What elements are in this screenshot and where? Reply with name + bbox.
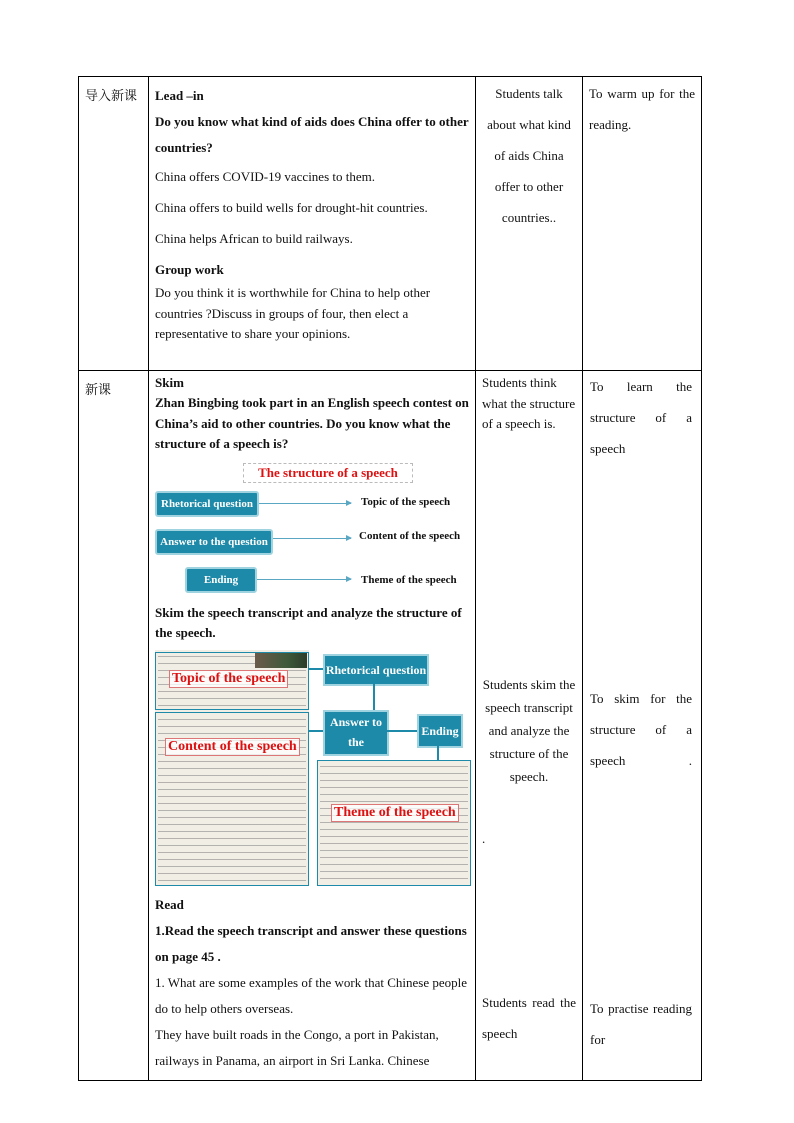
arrow [273, 538, 351, 539]
tag-answer: Answer to the question [155, 529, 273, 555]
content-cell [149, 371, 476, 1081]
red-label-content: Content of the speech [165, 738, 300, 756]
lead-in-question: Do you know what kind of aids does China offer to other countries? [155, 114, 469, 155]
purpose-skim: To skim for the structure of a speech . [590, 691, 692, 768]
table-row-lead-in [79, 77, 702, 371]
label-content: Content of the speech [359, 529, 461, 542]
tag-ending: Ending [185, 567, 257, 593]
stage-label: 导入新课 [85, 89, 138, 104]
stage-label: 新课 [85, 383, 112, 398]
student-activity-think: Students think what the structure of a speech is. [482, 375, 576, 431]
student-activity-dot: . [482, 831, 486, 846]
red-label-topic: Topic of the speech [169, 670, 288, 688]
purpose-cell [583, 371, 702, 1081]
purpose-practise: To practise reading for [590, 1001, 692, 1047]
arrow [257, 579, 351, 580]
student-activity-read: Students read the speech [482, 995, 576, 1041]
tag-rhetorical-question: Rhetorical question [155, 491, 259, 517]
connector [309, 730, 323, 732]
arrow [259, 503, 351, 504]
read-task: 1.Read the speech transcript and answer these questions on page 45 . [155, 922, 467, 964]
stage-cell [79, 371, 149, 1081]
content-cell [149, 77, 476, 371]
diagram-title: The structure of a speech [243, 463, 413, 483]
box-ending: Ending [417, 714, 463, 748]
answer-1: They have built roads in the Congo, a port in Pakistan, railways in Panama, an airport in Sri Lanka. Chinese [155, 1026, 439, 1068]
lesson-plan-table [78, 76, 702, 1081]
purpose-learn: To learn the structure of a speech [590, 379, 692, 456]
read-heading: Read [155, 896, 184, 912]
connector [373, 684, 375, 710]
group-work-heading: Group work [155, 262, 224, 277]
label-theme: Theme of the speech [361, 573, 457, 586]
red-label-theme: Theme of the speech [331, 804, 459, 822]
skim-heading: Skim [155, 375, 184, 390]
student-activity-cell [476, 77, 583, 371]
box-rhetorical-question: Rhetorical question [323, 654, 429, 686]
answer-line: China helps African to build railways. [155, 231, 353, 246]
student-activity-cell [476, 371, 583, 1081]
label-topic: Topic of the speech [361, 495, 451, 508]
box-answer: Answer to the [323, 710, 389, 756]
answer-line: China offers COVID-19 vaccines to them. [155, 169, 375, 184]
transcript-figure [155, 648, 475, 890]
connector [437, 746, 439, 760]
purpose-text: To warm up for the reading. [589, 86, 695, 132]
connector [309, 668, 323, 670]
skim-task: Skim the speech transcript and analyze the structure of the speech. [155, 604, 462, 640]
student-activity-skim: Students skim the speech transcript and analyze the structure of the speech. [482, 677, 576, 784]
student-activity-text: Students talk about what kind of aids China offer to other countries.. [487, 86, 571, 225]
theme-outline [317, 760, 471, 886]
structure-diagram [155, 459, 465, 599]
stage-cell [79, 77, 149, 371]
lead-in-heading: Lead –in [155, 88, 204, 103]
group-work-text: Do you think it is worthwhile for China to help other countries ?Discuss in groups of four, then elect a representative to share your opinions. [155, 285, 431, 341]
answer-line: China offers to build wells for drought-hit countries. [155, 200, 428, 215]
connector [387, 730, 417, 732]
table-row-new-lesson [79, 371, 702, 1081]
question-1: 1. What are some examples of the work that Chinese people do to help others overseas. [155, 974, 468, 1016]
skim-question: Zhan Bingbing took part in an English speech contest on China’s aid to other countries. Do you know what the structure of a speech is? [155, 395, 469, 451]
purpose-cell [583, 77, 702, 371]
